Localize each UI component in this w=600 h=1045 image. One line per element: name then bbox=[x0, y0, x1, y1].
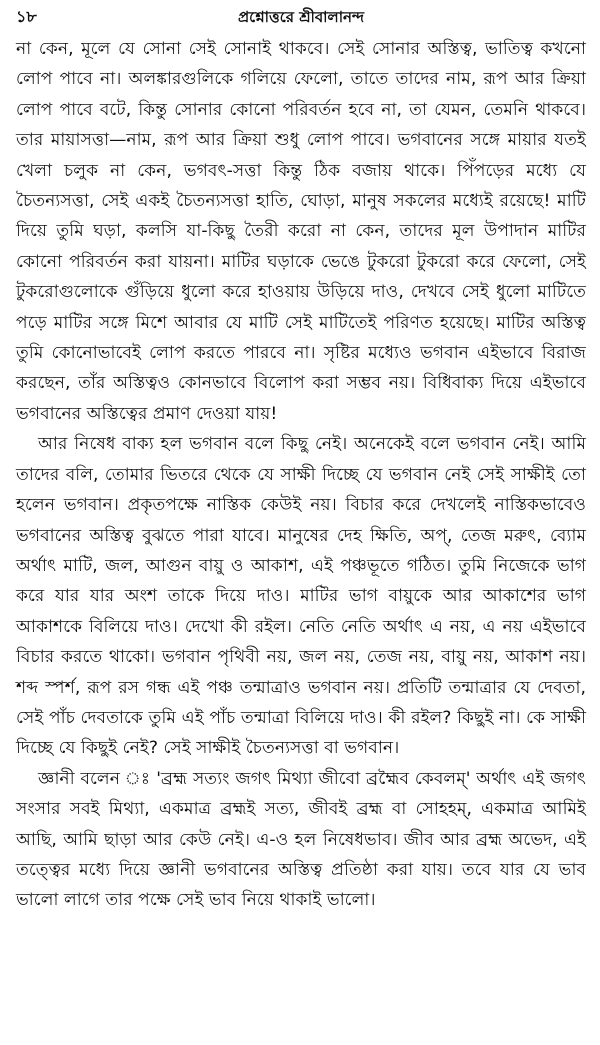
page-header bbox=[16, 6, 586, 28]
page-number: ১৮ bbox=[16, 7, 37, 26]
body-text bbox=[16, 34, 586, 916]
paragraph-continuation: না কেন, মূলে যে সোনা সেই সোনাই থাকবে। সেই সোনার অস্তিত্ব, ভাতিত্ব কখনো লোপ পাবে না। অলঙ্কারগুলিকে গলিয়ে ফেলো, তাতে তাদের নাম, রূপ আর ক্রিয়া লোপ পাবে বটে, কিন্তু সোনার কোনো পরিবর্তন হবে না, তা যেমন, তেমনি থাকবে। তার মায়াসত্তা—নাম, রূপ আর ক্রিয়া শুধু লোপ পাবে। ভগবানের সঙ্গে মায়ার যতই খেলা চলুক না কেন, ভগবৎ-সত্তা কিন্তু ঠিক বজায় থাকে। পিঁপড়ের মধ্যে যে চৈতন্যসত্তা, সেই একই চৈতন্যসত্তা হাতি, ঘোড়া, মানুষ সকলের মধ্যেই রয়েছে! মাটি দিয়ে তুমি ঘড়া, কলসি যা-কিছু তৈরী করো না কেন, তাদের মূল উপাদান মাটির কোনো পরিবর্তন করা যায়না। মাটির ঘড়াকে ভেঙে টুকরো টুকরো করে ফেলো, সেই টুকরোগুলোকে গুঁড়িয়ে ধুলো করে হাওয়ায় উড়িয়ে দাও, দেখবে সেই ধুলো মাটিতে পড়ে মাটির সঙ্গে মিশে আবার যে মাটি সেই মাটিতেই পরিণত হয়েছে। মাটির অস্তিত্ব তুমি কোনোভাবেই লোপ করতে পারবে না। সৃষ্টির মধ্যেও ভগবান এইভাবে বিরাজ করছেন, তাঁর অস্তিত্বও কোনভাবে বিলোপ করা সম্ভব নয়। বিধিবাক্য দিয়ে এইভাবে ভগবানের অস্তিত্বের প্রমাণ দেওয়া যায়! bbox=[16, 39, 586, 424]
paragraph-negation: আর নিষেধ বাক্য হল ভগবান বলে কিছু নেই। অনেকেই বলে ভগবান নেই। আমি তাদের বলি, তোমার ভিতরে থেকে যে সাক্ষী দিচ্ছে যে ভগবান নেই সেই সাক্ষীই তো হলেন ভগবান। প্রকৃতপক্ষে নাস্তিক কেউই নয়। বিচার করে দেখলেই নাস্তিকভাবেও ভগবানের অস্তিত্ব বুঝতে পারা যাবে। মানুষের দেহ ক্ষিতি, অপ্‌, তেজ মরুৎ, ব্যোম অর্থাৎ মাটি, জল, আগুন বায়ু ও আকাশ, এই পঞ্চভূতে গঠিত। তুমি নিজেকে ভাগ করে যার যার অংশ তাকে দিয়ে দাও। মাটির ভাগ বায়ুকে আর আকাশের ভাগ আকাশকে বিলিয়ে দাও। দেখো কী রইল। নেতি নেতি অর্থাৎ এ নয়, এ নয় এইভাবে বিচার করতে থাকো। ভগবান পৃথিবী নয়, জল নয়, তেজ নয়, বায়ু নয়, আকাশ নয়। শব্দ স্পর্শ, রূপ রস গন্ধ এই পঞ্চ তন্মাত্রাও ভগবান নয়। প্রতিটি তন্মাত্রার যে দেবতা, সেই পাঁচ দেবতাকে তুমি এই পাঁচ তন্মাত্রা বিলিয়ে দাও। কী রইল? কিছুই না। কে সাক্ষী দিচ্ছে যে কিছুই নেই? সেই সাক্ষীই চৈতন্যসত্তা বা ভগবান। bbox=[16, 434, 586, 759]
running-title: প্রশ্নোত্তরে শ্রীবালানন্দ bbox=[237, 8, 365, 26]
paragraph-jnani: জ্ঞানী বলেন ঃ 'ব্রহ্ম সত্যং জগৎ মিথ্যা জীবো ব্রহ্মৈব কেবলম্' অর্থাৎ এই জগৎ সংসার সবই মিথ্যা, একমাত্র ব্রহ্মই সত্য, জীবই ব্রহ্ম বা সোহহম্, একমাত্র আমিই আছি, আমি ছাড়া আর কেউ নেই। এ-ও হল নিষেধভাব। জীব আর ব্রহ্ম অভেদ, এই তত্ত্বের মধ্যে দিয়ে জ্ঞানী ভগবানের অস্তিত্ব প্রতিষ্ঠা করা যায়। তবে যার যে ভাব ভালো লাগে তার পক্ষে সেই ভাব নিয়ে থাকাই ভালো। bbox=[16, 768, 586, 911]
